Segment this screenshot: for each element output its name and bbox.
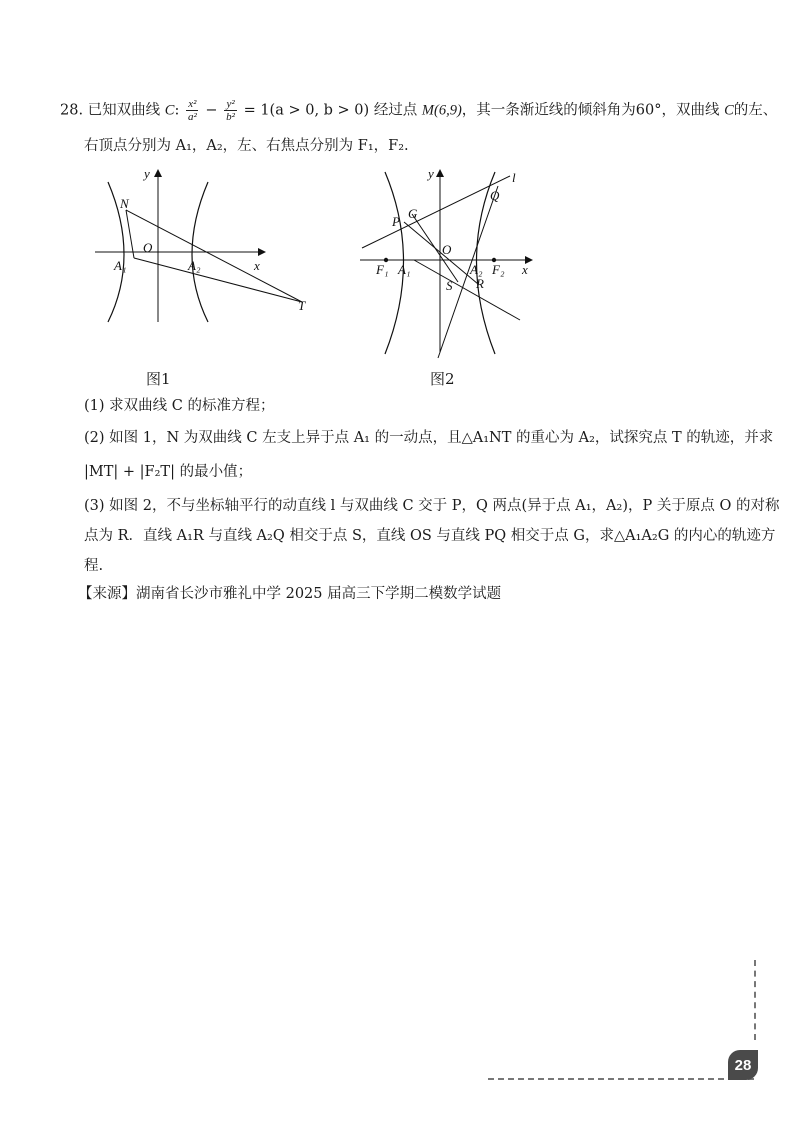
fig2-label-a1: A₁ [398, 262, 411, 277]
question-stem-line2: 右顶点分别为 A₁，A₂，左、右焦点分别为 F₁，F₂. [84, 138, 409, 154]
part-3-line3: 程. [84, 558, 104, 574]
figure-2 [350, 162, 550, 362]
fraction-x: $\frac{\text{x²}}{\text{a²}}$ [187, 98, 197, 123]
fraction-y: $\frac{\text{y²}}{\text{b²}}$ [226, 98, 235, 123]
fig1-label-a1: A₁ [114, 258, 127, 273]
fig2-label-s: S [446, 278, 453, 293]
fig2-label-r: R [476, 276, 484, 291]
fig2-label-a2: A₂ [470, 262, 483, 277]
fig1-segment-nt [126, 210, 302, 302]
fig2-label-f2: F₂ [492, 262, 505, 277]
part-2-line1: (2) 如图 1，N 为双曲线 C 左支上异于点 A₁ 的一动点，且△A₁NT 的重心为 A₂，试探究点 T 的轨迹，并求 [84, 430, 774, 446]
fig1-label-t: T [298, 298, 306, 313]
fig2-line-a2q [438, 186, 498, 358]
page-corner-dash-horizontal [488, 1078, 754, 1080]
question-stem-line1: 28. 已知双曲线 C: $\frac{\text{x²}}{\text{a²}}$ − $\frac{\text{y²}}{\text{b²}}$ = 1(a > 0, b > 0) 经过点 M(6,9)，其一条渐近线的倾斜角为60°，双曲线 C的左、 [60, 98, 778, 123]
fig2-label-f1: F₁ [376, 262, 389, 277]
fig2-label-q: Q [490, 188, 500, 203]
part-3-line2: 点为 R．直线 A₁R 与直线 A₂Q 相交于点 S，直线 OS 与直线 PQ 相交于点 G，求△A₁A₂G 的内心的轨迹方 [84, 528, 776, 544]
fig2-label-p: P [392, 214, 400, 229]
question-number: 28. [60, 102, 84, 119]
source-note: 【来源】湖南省长沙市雅礼中学 2025 届高三下学期二模数学试题 [78, 586, 502, 602]
fig1-label-o: O [143, 240, 153, 255]
fig1-segment-na1 [126, 210, 134, 258]
page-corner-dash-vertical [754, 960, 756, 1040]
fig2-line-l [362, 176, 510, 248]
figure-1-caption: 图1 [146, 370, 171, 388]
fig1-label-x: x [254, 258, 260, 273]
fig1-label-y: y [144, 166, 150, 181]
part-2-line2: |MT| + |F₂T| 的最小值； [84, 464, 253, 480]
fig1-label-a2: A₂ [188, 258, 201, 273]
fig2-label-y: y [428, 166, 434, 181]
fig2-label-o: O [442, 242, 452, 257]
fig2-label-g: G [408, 206, 418, 221]
figure-1 [90, 162, 320, 342]
fig1-label-n: N [120, 196, 129, 211]
part-1: (1) 求双曲线 C 的标准方程； [84, 398, 275, 414]
fig1-segment-a1t [134, 258, 302, 302]
figure-2-caption: 图2 [430, 370, 455, 388]
page-number-badge: 28 [728, 1050, 758, 1080]
fig2-label-l: l [512, 170, 516, 185]
part-3-line1: (3) 如图 2，不与坐标轴平行的动直线 l 与双曲线 C 交于 P，Q 两点(异于点 A₁，A₂)，P 关于原点 O 的对称 [84, 498, 780, 514]
fig2-label-x: x [522, 262, 528, 277]
fig2-line-pr [404, 222, 478, 284]
